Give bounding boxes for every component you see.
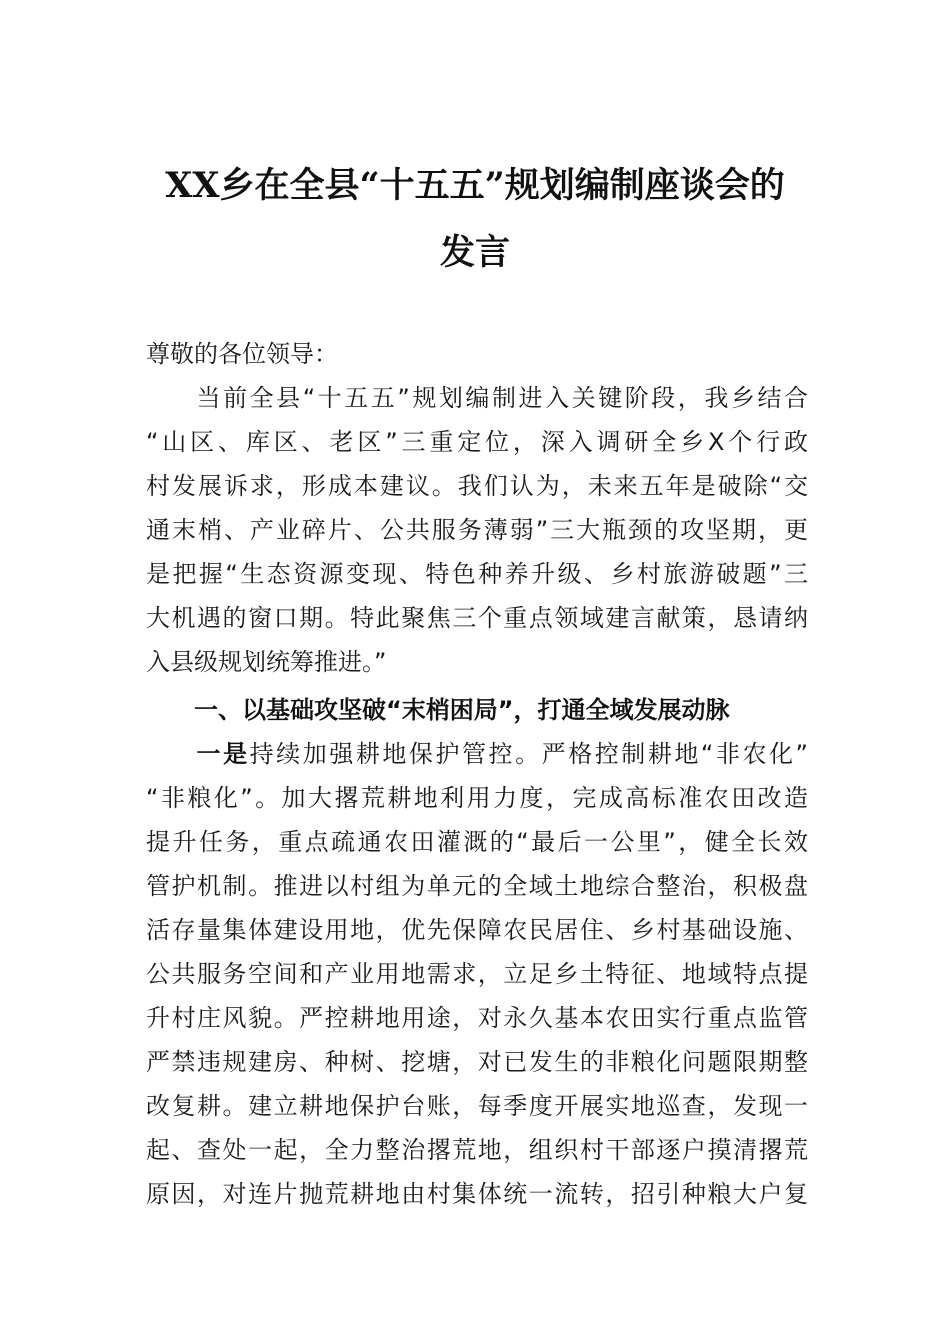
paragraph-line: 当前全县“十五五”规划编制进入关键阶段，我乡结合 [194,384,808,412]
paragraph-line: 大机遇的窗口期。特此聚焦三个重点领域建言献策，恳请纳 [146,604,808,632]
paragraph-line: “山区、库区、老区”三重定位，深入调研全乡X个行政 [146,428,808,456]
paragraph-line: 改复耕。建立耕地保护台账，每季度开展实地巡查，发现一 [146,1092,808,1120]
paragraph-line: 管护机制。推进以村组为单元的全域土地综合整治，积极盘 [146,872,808,900]
paragraph-line: 提升任务，重点疏通农田灌溉的“最后一公里”，健全长效 [146,828,808,856]
paragraph-line: 一是持续加强耕地保护管控。严格控制耕地“非农化” [194,740,808,768]
intro-paragraph [146,376,808,684]
paragraph-line: 村发展诉求，形成本建议。我们认为，未来五年是破除“交 [146,472,808,500]
section-heading: 一、以基础攻坚破“末梢困局”，打通全域发展动脉 [194,696,730,724]
paragraph-line: 通末梢、产业碎片、公共服务薄弱”三大瓶颈的攻坚期，更 [146,516,808,544]
salutation: 尊敬的各位领导： [146,340,338,368]
paragraph-line: 活存量集体建设用地，优先保障农民居住、乡村基础设施、 [146,916,808,944]
paragraph-line: 起、查处一起，全力整治撂荒地，组织村干部逐户摸清撂荒 [146,1136,808,1164]
paragraph-line: 严禁违规建房、种树、挖塘，对已发生的非粮化问题限期整 [146,1048,808,1076]
section-1-paragraph [146,732,808,1216]
paragraph-line: 是把握“生态资源变现、特色种养升级、乡村旅游破题”三 [146,560,808,588]
document-title-line-2: 发言 [439,232,510,273]
paragraph-line: 入县级规划统筹推进。” [146,648,387,676]
paragraph-line: “非粮化”。加大撂荒耕地利用力度，完成高标准农田改造 [146,784,808,812]
paragraph-line: 原因，对连片抛荒耕地由村集体统一流转，招引种粮大户复 [146,1180,808,1208]
paragraph-line: 升村庄风貌。严控耕地用途，对永久基本农田实行重点监管 [146,1004,808,1032]
paragraph-line: 公共服务空间和产业用地需求，立足乡土特征、地域特点提 [146,960,808,988]
document-title-line-1: XX乡在全县“十五五”规划编制座谈会的 [165,165,785,206]
paragraph-lead: 一是 [194,740,250,768]
